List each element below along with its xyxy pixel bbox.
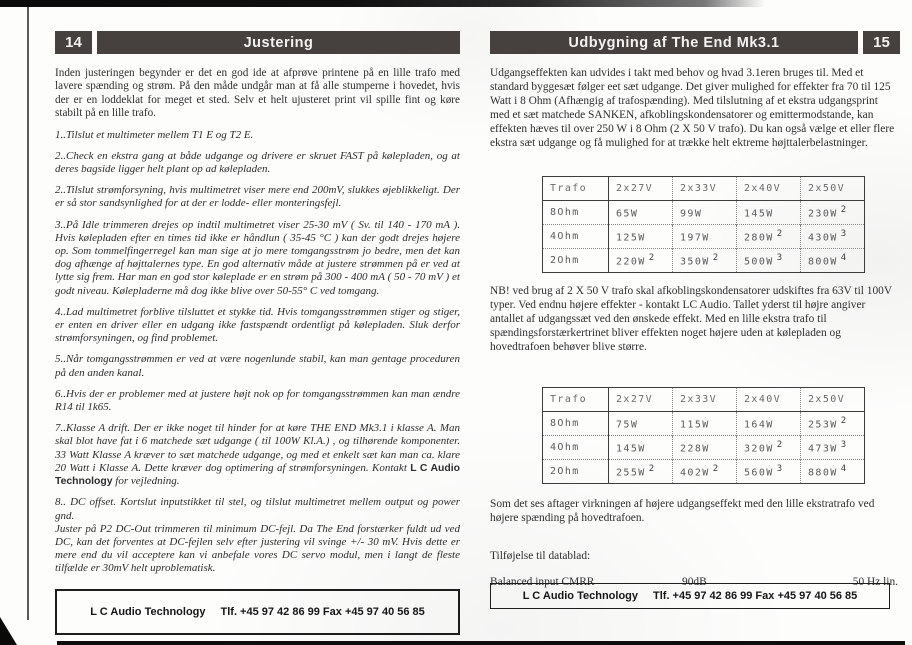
table-row: [543, 460, 865, 484]
step-7: [55, 422, 460, 488]
table-cell: 880W $^4$: [801, 460, 865, 484]
table-cell: 500W $^3$: [737, 248, 801, 272]
datasheet-addition-label: Tilføjelse til datablad:: [490, 550, 591, 563]
table-header-cell: 2x27V: [609, 388, 673, 412]
table-row: [543, 248, 865, 272]
step-4: 4..Lad multimetret forblive tilsluttet et stykke tid. Hvis tomgangsstrømmen stiger og stiger, er enten en driver eller en udgang ikke fastspændt ordentligt på kølepladen. Sluk derfor strømforsyningen, og find problemet.: [55, 305, 460, 345]
step-1: 1..Tilslut et multimeter mellem T1 E og T2 E.: [55, 128, 254, 141]
scan-corner-artifact: [0, 617, 17, 645]
step-7-text: 7..Klasse A drift. Der er ikke noget til hinder for at køre THE END Mk3.1 i klasse A. Man skal blot have fat i 6 matchede sæt udgange ( til 100W Kl.A.) , og tilhørende komponenter. 33 Watt Klasse A kræver to sæt matchede udgange, og med et enkelt sæt kan man ca. klare 20 Watt i Klasse A. Dette kræver dog optimering af strømforsyningen. Kontakt: [55, 422, 460, 474]
page-14-header: [55, 31, 460, 54]
table-row: [543, 200, 865, 224]
table-header-cell: Trafo: [550, 394, 588, 406]
row-label: 4Ohm: [550, 230, 580, 242]
table-header-cell: 2x40V: [737, 176, 801, 200]
intro-paragraph-right: Udgangseffekten kan udvides i takt med behov og hvad 3.1eren bruges til. Med et standard byggesæt følger eet sæt udgange. Det giver mulighed for effekter fra 70 til 125 Watt i 8 Ohm (Afhængig af trafospænding). Med tilslutning af et ekstra udgangsprint med et sæt matchede SANKEN, afkoblingskondensatorer og emittermodstande, kan effekten hæves til over 250 W i 8 Ohm (2 X 50 V trafo). Du kan også vælge et eller flere ekstra sæt udgange og få mulighed for at trække helt ektreme højttalerbelastninger.: [490, 67, 895, 150]
table-cell: 350W $^2$: [673, 248, 737, 272]
row-label: 8Ohm: [550, 418, 580, 430]
table-cell: 253W $^2$: [801, 412, 865, 436]
table-cell: 473W $^3$: [801, 436, 865, 460]
step-2a: 2..Check en ekstra gang at både udgange og drivere er skruet FAST på kølepladen, og at deres bagside ligger helt plant op ad kølepladen.: [55, 149, 460, 176]
brand-name-inline: L C Audio Technology: [55, 462, 460, 488]
row-label: 4Ohm: [550, 442, 580, 454]
scan-edge-left-line: [27, 7, 29, 620]
table-cell: 430W $^3$: [801, 224, 865, 248]
table-cell: 255W $^2$: [609, 460, 673, 484]
table-cell: 99W: [673, 200, 737, 224]
page-15-title: Udbygning af The End Mk3.1: [490, 31, 858, 54]
footer-company-name: L C Audio Technology: [90, 606, 206, 618]
table-cell: 125W: [609, 224, 673, 248]
row-label: 2Ohm: [550, 466, 580, 478]
page-15: [490, 31, 900, 645]
table-cell: 145W: [609, 436, 673, 460]
page-number-14: 14: [55, 31, 92, 54]
table-cell: 164W: [737, 412, 801, 436]
table-1-header-row: [543, 176, 865, 200]
table-cell: 145W: [737, 200, 801, 224]
page-14-title: Justering: [97, 31, 460, 54]
table-row: [543, 412, 865, 436]
table-header-cell: 2x33V: [673, 176, 737, 200]
table-cell: 65W: [609, 200, 673, 224]
table-header-cell: 2x50V: [801, 176, 865, 200]
page-15-header: [490, 31, 900, 54]
table-cell: 280W $^2$: [737, 224, 801, 248]
footer-right: [490, 583, 890, 609]
outro-paragraph: Som det ses aftager virkningen af højere udgangseffekt med den lille ekstratrafo ved højere spænding på hovedtrafoen.: [490, 498, 875, 525]
step-6: 6..Hvis der er problemer med at justere højt nok op for tomgangsstrømmen kan man ændre R14 til 1k65.: [55, 387, 460, 414]
intro-paragraph-left: Inden justeringen begynder er det en god ide at afprøve printene på en lille trafo med lavere spænding og strøm. På den måde undgår man at få alle stumperne i hovedet, hvis der er en loddeklat for meget et sted. Selv et helt ujusteret print vil spille fint og køre stabilt på en lille trafo.: [55, 67, 460, 120]
table-cell: 230W $^2$: [801, 200, 865, 224]
footer-left: [55, 589, 460, 635]
table-header-cell: Trafo: [550, 182, 588, 194]
table-header-cell: 2x50V: [801, 388, 865, 412]
table-header-cell: 2x40V: [737, 388, 801, 412]
table-cell: 320W $^2$: [737, 436, 801, 460]
power-table-1: [542, 176, 865, 273]
table-header-cell: 2x33V: [673, 388, 737, 412]
step-5: 5..Når tomgangsstrømmen er ved at være nogenlunde stabil, kan man gentage proceduren på den anden kanal.: [55, 353, 460, 379]
table-cell: 75W: [609, 412, 673, 436]
step-2b: 2..Tilslut strømforsyning, hvis multimetret viser mere end 200mV, slukkes øjeblikkeligt. Der er så stor sandsynlighed for at der er lodde- eller monteringsfejl.: [55, 184, 460, 210]
table-cell: 402W $^2$: [673, 460, 737, 484]
step-8a: 8.. DC offset. Kortslut inputstikket til stel, og tilslut multimetret mellem output og power gnd.: [55, 496, 460, 522]
power-table-2: [542, 387, 865, 484]
table-cell: 115W: [673, 412, 737, 436]
table-cell: 197W: [673, 224, 737, 248]
row-label: 8Ohm: [550, 206, 580, 218]
page-number-15: 15: [863, 31, 900, 54]
row-label: 2Ohm: [550, 254, 580, 266]
cmrr-label: Balanced input CMRR: [490, 576, 595, 589]
cmrr-value: 90dB: [682, 576, 707, 589]
cmrr-note: 50 Hz lin.: [852, 576, 898, 589]
table-header-cell: 2x27V: [609, 176, 673, 200]
table-row: [543, 436, 865, 460]
footer-contact-info: Tlf. +45 97 42 86 99 Fax +45 97 40 56 85: [653, 590, 858, 602]
step-7-text-after: for vejledning.: [112, 475, 180, 488]
table-2-header-row: [543, 388, 865, 412]
step-3: 3..På Idle trimmeren drejes op indtil multimetret viser 25-30 mV ( Sv. til 140 - 170 mA ). Hvis kølepladen efter en times tid ikke er håndlun ( 35-45 °C ) kan der godt drejes højere op. Som tommelfingerregel kan man sige at jo mere tomgangsstrøm jo bedre, men det kan dog afhænge af højttalernes type. En god alternativ måde at justere strømmen på er ved at lytte sig frem. Har man en god stor køleplade er en strøm på 300 - 400 mA ( 50 - 70 mV ) et godt niveau. Kølepladerne må dog ikke blive over 50-55° C ved tomgang.: [55, 218, 460, 297]
footer-contact-info: Tlf. +45 97 42 86 99 Fax +45 97 40 56 85: [220, 606, 425, 618]
table-cell: 228W: [673, 436, 737, 460]
table-cell: 220W $^2$: [609, 248, 673, 272]
table-cell: 800W $^4$: [801, 248, 865, 272]
footer-company-name: L C Audio Technology: [522, 590, 638, 602]
page-14: [55, 31, 460, 645]
table-row: [543, 224, 865, 248]
step-8b: Juster på P2 DC-Out trimmeren til minimum DC-fejl. Da The End forstærker fuldt ud ved DC, kan det forventes at DC-fejlen selv efter justering vil svinge +/- 30 mV. Hvis dette er mere end du vil acceptere kan vi anbefale vores DC servo modul, men i langt de fleste tilfælde er 30mV helt uproblematisk.: [55, 522, 460, 575]
nb-paragraph: NB! ved brug af 2 X 50 V trafo skal afkoblingskondensatorer udskiftes fra 63V til 100V typer. Ved endnu højere effekter - kontakt LC Audio. Tallet yderst til højre angiver antallet af udgangssæt ved den ønskede effekt. Med en lille ekstra trafo til spændingsforstærkertrinet bliver effekten noget højere uden at kølepladen og hovedtrafoen behøver blive større.: [490, 284, 892, 353]
table-cell: 560W $^3$: [737, 460, 801, 484]
scan-edge-top: [0, 0, 765, 7]
